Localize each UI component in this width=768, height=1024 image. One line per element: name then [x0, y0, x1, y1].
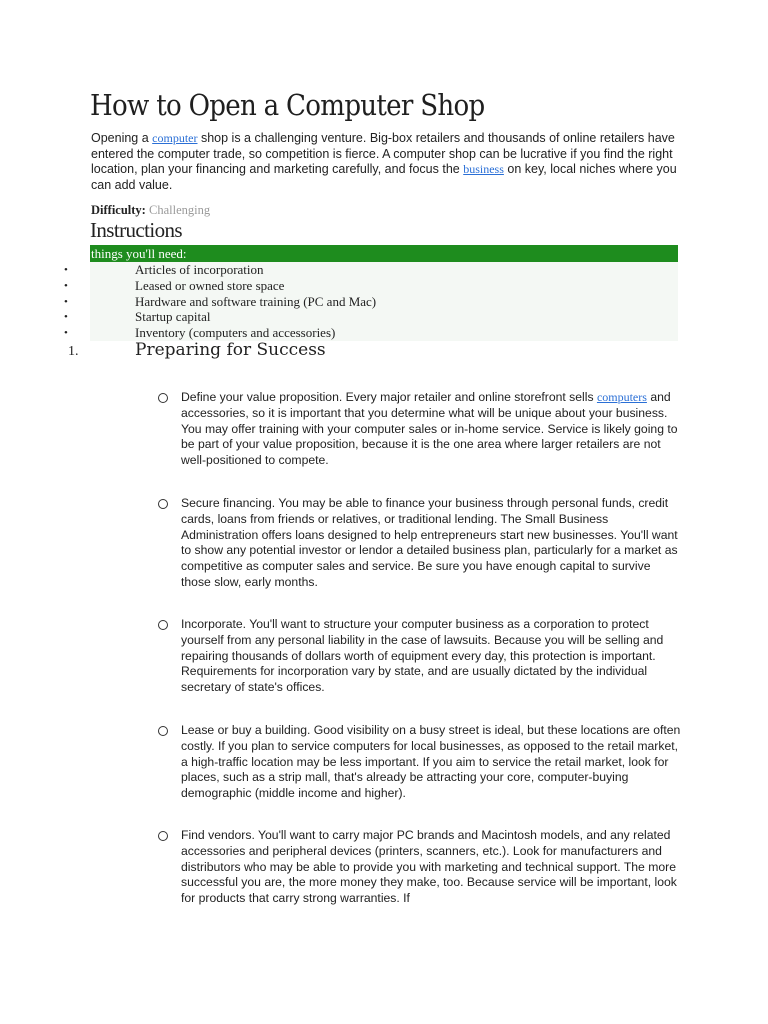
circle-bullet-icon — [158, 499, 168, 509]
article-title: How to Open a Computer Shop — [90, 88, 485, 122]
list-item — [0, 325, 680, 341]
step-item-text: Lease or buy a building. Good visibility on a busy street is ideal, but these locations are often costly. If you plan to service computers for local businesses, as opposed to the retail market, a high-traffic location may be less important. If you aim to service the retail market, look for places, such as a strip mall, that's already be attracting your core, computer-buying demographic (middle income and higher). — [181, 723, 681, 801]
difficulty-line — [91, 203, 210, 218]
list-item-text: Hardware and software training (PC and Mac) — [135, 293, 377, 309]
list-item-text: Startup capital — [135, 309, 211, 324]
step-title: Preparing for Success — [135, 340, 326, 360]
difficulty-value: Challenging — [148, 203, 211, 217]
step-item-text — [181, 390, 681, 469]
list-item-text: Articles of incorporation — [135, 262, 264, 277]
bullet-icon: • — [64, 264, 68, 276]
intro-text-2: shop is a challenging venture. Big-box retailers and thousands of online retailers have entered the computer trade, so competition is fierce. A computer shop can be lucrative if you find the right location, plan your financing and marketing carefully, and focus the — [91, 131, 675, 177]
difficulty-label: Difficulty: — [91, 203, 146, 217]
computers-link[interactable]: computers — [596, 390, 647, 404]
intro-paragraph — [91, 131, 681, 193]
step-item-text: Incorporate. You'll want to structure your computer business as a corporation to protect yourself from any personal liability in the case of lawsuits. Because you will be selling and repairing thousands of dollars worth of equipment every day, this protection is important. Requirements for incorporation vary by state, and are usually dictated by the individual secretary of state's offices. — [181, 617, 664, 695]
intro-text-1: Opening a — [91, 131, 153, 145]
things-needed-header: things you'll need: — [90, 245, 678, 262]
step-number: 1. — [68, 344, 79, 359]
business-link[interactable]: business — [463, 162, 504, 177]
step-item-text: Find vendors. You'll want to carry major PC brands and Macintosh models, and any related accessories and peripheral devices (printers, scanners, etc.). Look for manufacturers and distributors who may be able to provide you with marketing and technical support. The more successful you are, the more money they make, too. Because service will be important, look for products that carry strong warranties. If — [181, 828, 677, 906]
bullet-icon: • — [64, 295, 68, 308]
computer-link[interactable]: computer — [152, 131, 198, 145]
list-item-text: Inventory (computers and accessories) — [135, 324, 336, 340]
step-item-text-part: Define your value proposition. Every major retailer and online storefront sells — [181, 390, 597, 404]
list-item — [0, 309, 680, 325]
bullet-icon: • — [64, 311, 68, 323]
instructions-heading: Instructions — [90, 218, 182, 242]
circle-bullet-icon — [158, 620, 168, 630]
intro-text-3: on key, local niches where you can add value. — [91, 162, 677, 192]
step-item-text-part: and accessories, so it is important that you determine what will be unique about your business. You may offer training with your computer sales or in-home service. Service is likely going to be part of your value proposition, because it is the one area where larger retailers are not well-positioned to compete. — [181, 390, 678, 468]
circle-bullet-icon — [158, 726, 168, 736]
list-item — [0, 278, 680, 294]
list-item — [0, 294, 680, 310]
list-item-text: Leased or owned store space — [135, 278, 285, 293]
bullet-icon: • — [64, 326, 68, 339]
bullet-icon: • — [64, 280, 68, 292]
circle-bullet-icon — [158, 393, 168, 403]
step-item-text: Secure financing. You may be able to finance your business through personal funds, credit cards, loans from friends or relatives, or traditional lending. The Small Business Administration offers loans designed to help entrepreneurs start new businesses. You'll want to show any potential investor or lendor a detailed business plan, particularly for a market as competitive as computer sales and service. Be sure you have enough capital to survive those slow, early months. — [181, 496, 678, 589]
list-item — [0, 262, 680, 278]
circle-bullet-icon — [158, 831, 168, 841]
